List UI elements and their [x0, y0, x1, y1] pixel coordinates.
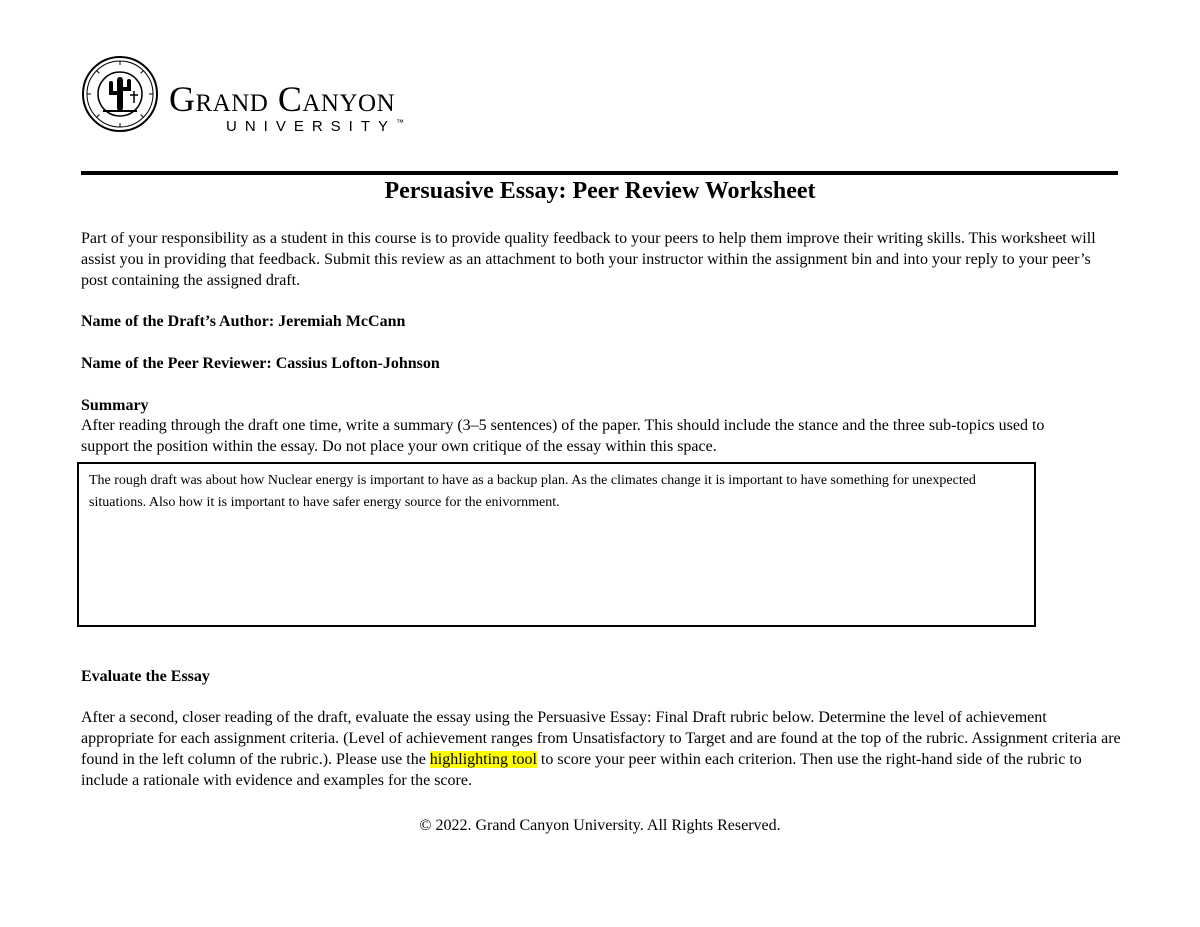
brand-subtitle: [226, 118, 404, 135]
evaluate-text-after: to score your peer within each criterion. Then use the right-hand side of the rubric to include a rationale with evidence and examples for the score.: [81, 751, 1082, 789]
reviewer-name-line: Name of the Peer Reviewer: Cassius Lofton-Johnson: [81, 355, 440, 372]
intro-paragraph: Part of your responsibility as a student in this course is to provide quality feedback to your peers to help them improve their writing skills. This worksheet will assist you in providing that feedback. Submit this review as an attachment to both your instructor within the assignment bin and into your reply to your peer’s post containing the assigned draft.: [81, 230, 1096, 289]
summary-heading: Summary: [81, 397, 149, 414]
summary-response-box[interactable]: [77, 462, 1036, 627]
summary-instructions: After reading through the draft one time, write a summary (3–5 sentences) of the paper. This should include the stance and the three sub-topics used to support the position within the essay. Do not place your own critique of the essay within this space.: [81, 417, 1045, 455]
evaluate-instructions: [81, 707, 1121, 791]
trademark-symbol: ™: [396, 118, 405, 127]
page-title: Persuasive Essay: Peer Review Worksheet: [384, 178, 816, 204]
brand-name: Grand Canyon: [169, 79, 396, 119]
header-divider: [81, 171, 1118, 175]
university-logo: [81, 55, 461, 135]
copyright-notice: © 2022. Grand Canyon University. All Rights Reserved.: [419, 817, 781, 834]
university-seal-icon: [81, 55, 159, 133]
evaluate-text-before: After a second, closer reading of the draft, evaluate the essay using the Persuasive Essay: Final Draft rubric below. Determine the level of achievement appropriate for each assignment criteria. (Level of achievement ranges from Unsatisfactory to Target and are found at the top of the rubric. Assignment criteria are found in the left column of the rubric.). Please use the: [81, 709, 1121, 768]
brand-wordmark: [169, 81, 404, 135]
evaluate-heading: Evaluate the Essay: [81, 668, 210, 685]
brand-subtitle-text: UNIVERSITY: [226, 118, 397, 135]
summary-response-text[interactable]: The rough draft was about how Nuclear energy is important to have as a backup plan. As the climates change it is important to have something for unexpected situations. Also how it is important to have safer energy source for the enivornment.: [89, 473, 976, 510]
highlighting-tool-highlight: highlighting tool: [429, 751, 537, 768]
author-name-line: Name of the Draft’s Author: Jeremiah McCann: [81, 313, 406, 330]
